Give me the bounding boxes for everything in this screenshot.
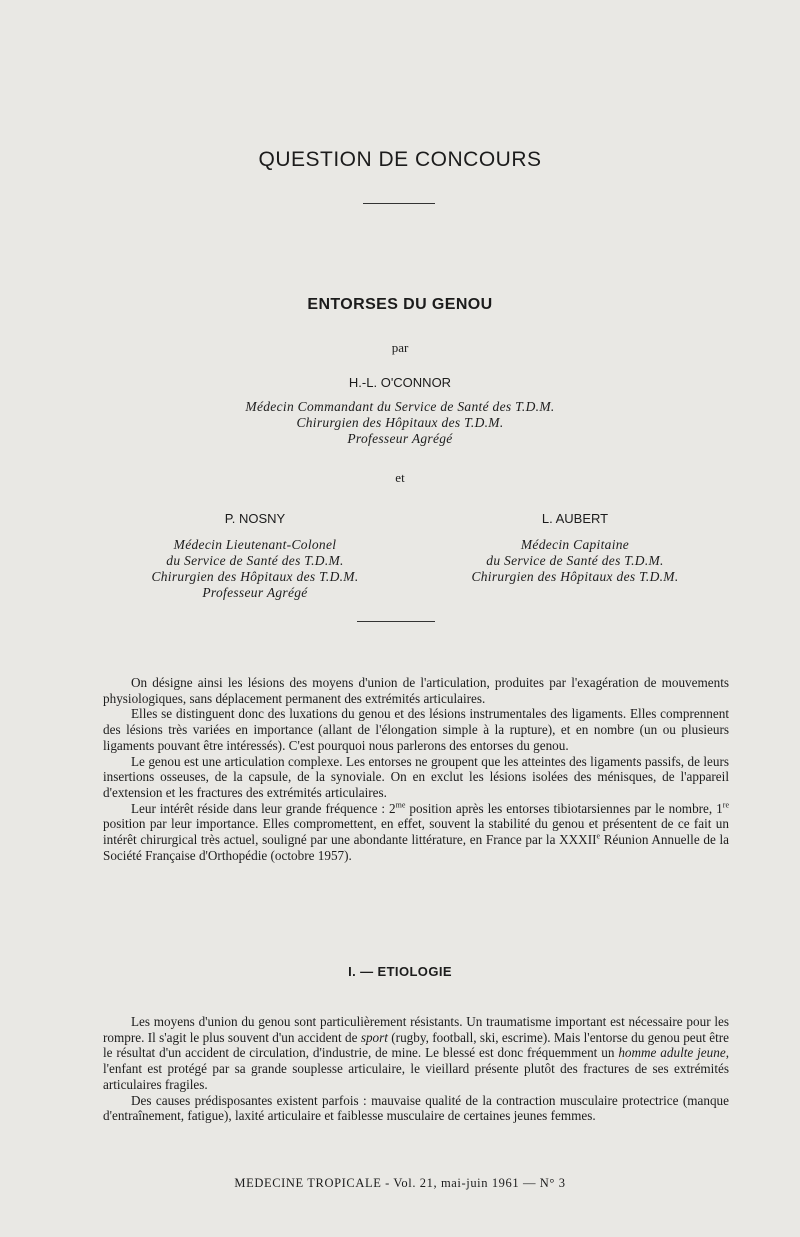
author-affiliation-line: Professeur Agrégé: [347, 431, 453, 446]
paragraph: On désigne ainsi les lésions des moyens d'union de l'articulation, produites par l'exagération de mouvements physiologiques, sans déplacement permanent des extrémités articulaires.: [103, 675, 729, 706]
series-title: QUESTION DE CONCOURS: [258, 148, 542, 171]
paragraph: Elles se distinguent donc des luxations du genou et des lésions instrumentales des ligaments. Elles comprennent des lésions très variées en importance (allant de l'élongation simple à la rupture), et en nombre (un ou plusieurs ligaments pouvant être intéressés). C'est pourquoi nous parlerons des entorses du genou.: [103, 706, 729, 753]
emphasis: sport: [360, 1029, 388, 1045]
author-block-aubert: [425, 511, 725, 585]
text-run: Les moyens d'union du genou sont particulièrement résistants. Un traumatisme important est nécessaire pour les rompre. Il s'agit le plus souvent d'un accident de: [103, 1014, 729, 1045]
author-affiliation-line: Médecin Commandant du Service de Santé des T.D.M.: [245, 399, 555, 414]
paragraph: [103, 1014, 729, 1093]
superscript: e: [596, 831, 601, 841]
section-heading-etiologie: I. — ETIOLOGIE: [348, 964, 452, 979]
text-run: Réunion Annuelle de la Société Française d'Orthopédie (octobre 1957).: [103, 832, 730, 863]
paragraph: [103, 801, 729, 864]
emphasis: homme adulte jeune: [618, 1045, 726, 1061]
intro-text: [103, 675, 729, 863]
superscript: re: [722, 800, 729, 810]
author-name-oconnor: H.-L. O'CONNOR: [348, 375, 452, 390]
title-rule: [363, 203, 435, 204]
author-affiliation-line: Chirurgien des Hôpitaux des T.D.M.: [296, 415, 504, 430]
text-run: , l'enfant est protégé par sa grande souplesse articulaire, le vieillard présente plutôt des fractures de ses extrémités articulaires fragiles.: [103, 1045, 729, 1092]
authors-rule: [357, 621, 435, 622]
author-affiliation-line: Médecin Lieutenant-Colonel: [173, 537, 337, 552]
paragraph: Des causes prédisposantes existent parfois : mauvaise qualité de la contraction musculaire protectrice (manque d'entraînement, fatigue), laxité articulaire et faiblesse musculaire de certaines jeunes femmes.: [103, 1092, 729, 1124]
journal-footer: MEDECINE TROPICALE - Vol. 21, mai-juin 1961 — N° 3: [234, 1176, 566, 1190]
author-affiliation-line: Professeur Agrégé: [202, 585, 308, 600]
author-affiliation-line: Médecin Capitaine: [520, 537, 630, 552]
author-affiliation-line: Chirurgien des Hôpitaux des T.D.M.: [471, 569, 679, 584]
author-affiliation-line: Chirurgien des Hôpitaux des T.D.M.: [151, 569, 359, 584]
and-word: et: [395, 470, 405, 485]
text-run: position par leur importance. Elles compromettent, en effet, souvent la stabilité du genou et présentent de ce fait un intérêt chirurgical très actuel, souligné par une abondante littérature, en France par la XXXII: [103, 816, 729, 848]
superscript: me: [395, 800, 406, 810]
text-run: position après les entorses tibiotarsiennes par le nombre, 1: [405, 800, 723, 816]
text-run: (rugby, football, ski, escrime). Mais l'entorse du genou peut être le résultat d'un accident de circulation, d'industrie, de mine. Le blessé est donc fréquemment un: [103, 1029, 730, 1061]
article-title: ENTORSES DU GENOU: [307, 296, 493, 313]
author-name-aubert: L. AUBERT: [541, 511, 609, 526]
by-word: par: [391, 340, 409, 355]
author-name-nosny: P. NOSNY: [224, 511, 286, 526]
paragraph: Le genou est une articulation complexe. Les entorses ne groupent que les atteintes des ligaments passifs, de leurs insertions osseuses, de la capsule, de la synoviale. On en exclut les lésions isolées des ménisques, de l'appareil d'extension et les fractures des extrémités articulaires.: [103, 753, 729, 800]
etiologie-text: [103, 1014, 729, 1124]
text-run: Leur intérêt réside dans leur grande fréquence : 2: [131, 800, 396, 816]
author-affiliation-line: du Service de Santé des T.D.M.: [166, 553, 344, 568]
author-affiliation-line: du Service de Santé des T.D.M.: [486, 553, 664, 568]
author-block-nosny: [110, 511, 400, 601]
